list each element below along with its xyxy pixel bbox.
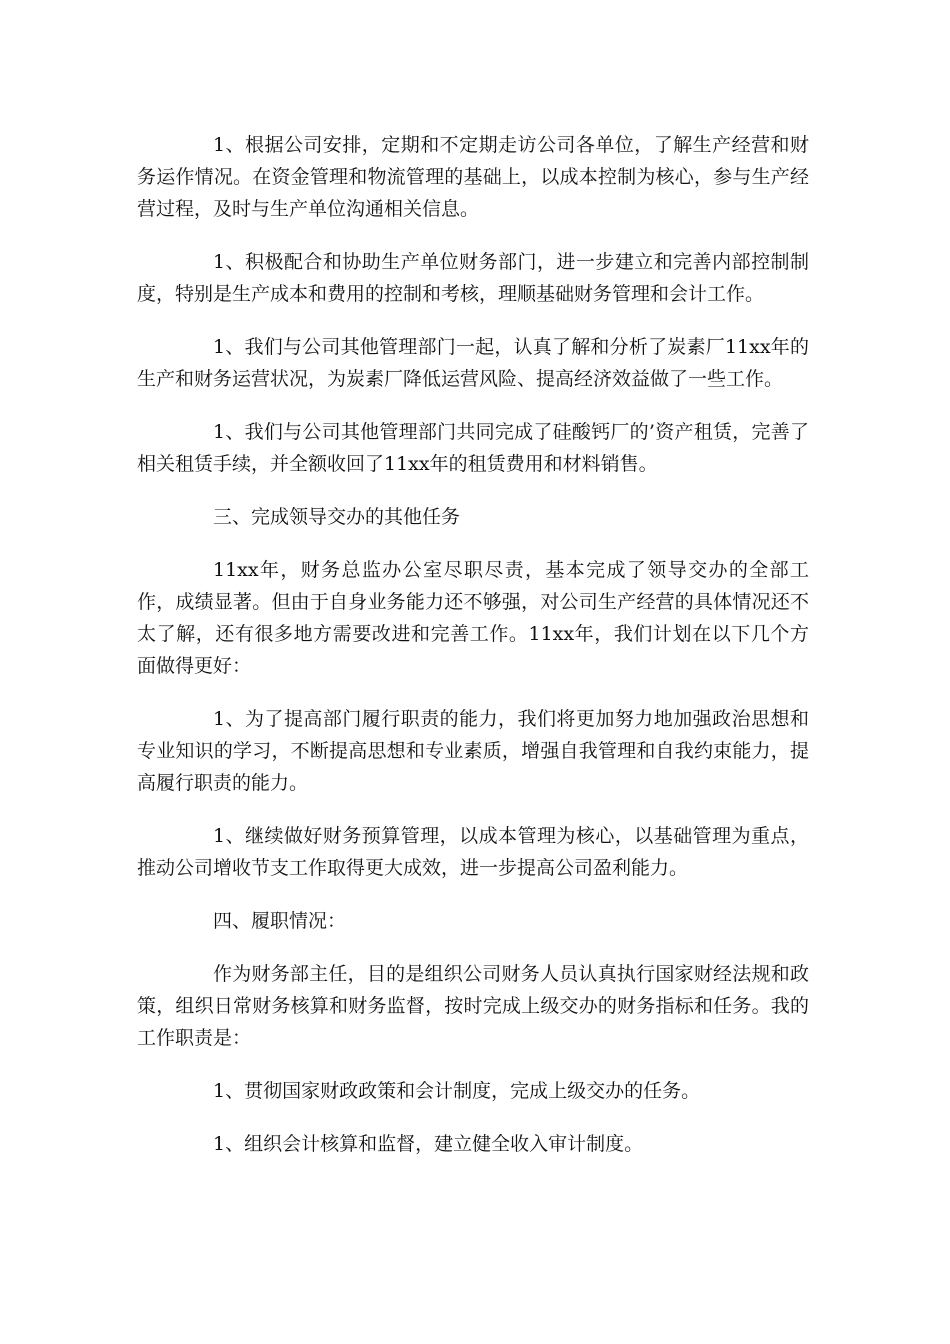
paragraph-role-description: 作为财务部主任，目的是组织公司财务人员认真执行国家财经法规和政策，组织日常财务核算和财务监督，按时完成上级交办的财务指标和任务。我的工作职责是： [137, 963, 809, 1049]
paragraph-year-summary: 11xx年，财务总监办公室尽职尽责，基本完成了领导交办的全部工作，成绩显著。但由于自身业务能力还不够强，对公司生产经营的具体情况还不太了解，还有很多地方需要改进和完善工作。11xx年，我们计划在以下几个方面做得更好： [137, 559, 809, 677]
paragraph-carbon-plant: 1、我们与公司其他管理部门一起，认真了解和分析了炭素厂11xx年的生产和财务运营状况，为炭素厂降低运营风险、提高经济效益做了一些工作。 [137, 336, 809, 390]
section-heading-other-tasks: 三、完成领导交办的其他任务 [213, 506, 461, 528]
document-body [137, 129, 809, 1181]
paragraph-improve-ability: 1、为了提高部门履行职责的能力，我们将更加努力地加强政治思想和专业知识的学习，不断提高思想和专业素质，增强自我管理和自我约束能力，提高履行职责的能力。 [137, 708, 809, 794]
paragraph-budget-management: 1、继续做好财务预算管理，以成本管理为核心，以基础管理为重点，推动公司增收节支工作取得更大成效，进一步提高公司盈利能力。 [137, 825, 809, 879]
paragraph-duty-accounting: 1、组织会计核算和监督，建立健全收入审计制度。 [213, 1133, 644, 1155]
paragraph-duty-policy: 1、贯彻国家财政政策和会计制度，完成上级交办的任务。 [213, 1080, 701, 1102]
paragraph-internal-control: 1、积极配合和协助生产单位财务部门，进一步建立和完善内部控制制度，特别是生产成本和费用的控制和考核，理顺基础财务管理和会计工作。 [137, 251, 809, 305]
paragraph-visit-units: 1、根据公司安排，定期和不定期走访公司各单位，了解生产经营和财务运作情况。在资金管理和物流管理的基础上，以成本控制为核心，参与生产经营过程，及时与生产单位沟通相关信息。 [137, 134, 809, 220]
section-heading-duties: 四、履职情况： [213, 910, 347, 932]
paragraph-asset-lease: 1、我们与公司其他管理部门共同完成了硅酸钙厂的’资产租赁，完善了相关租赁手续，并全额收回了11xx年的租赁费用和材料销售。 [137, 421, 809, 475]
